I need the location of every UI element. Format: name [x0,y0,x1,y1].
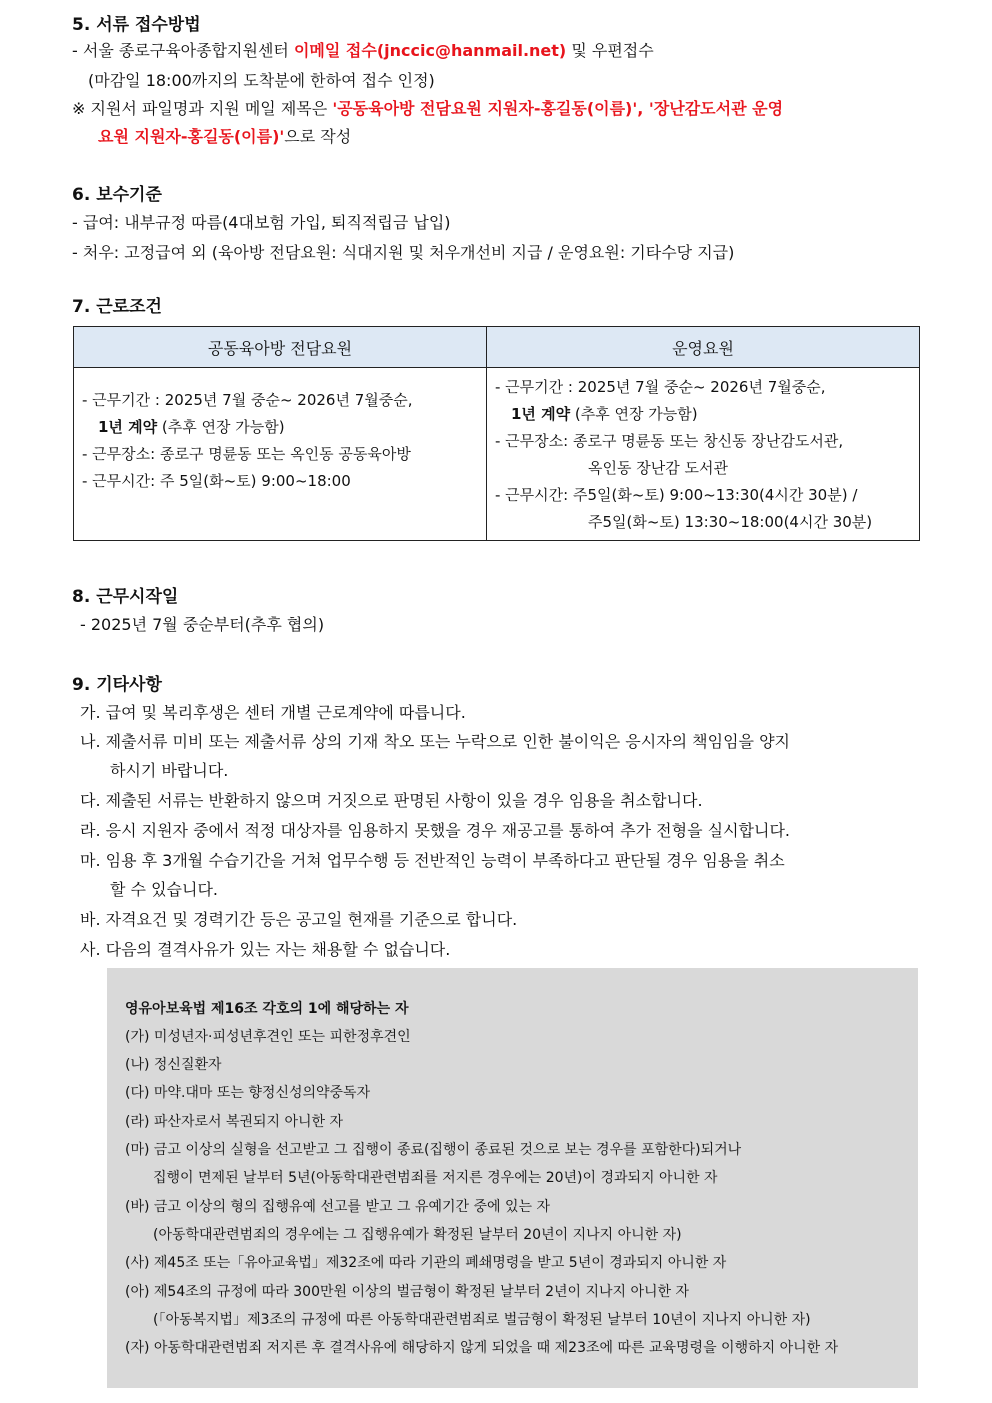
box-line: (라) 파산자로서 복권되지 아니한 자 [125,1114,344,1130]
list-item: 다. 제출된 서류는 반환하지 않으며 거짓으로 판명된 사항이 있을 경우 임용을 취소합니다. [80,791,703,810]
list-item-continuation: 할 수 있습니다. [110,880,218,899]
section-6-line-2: - 처우: 고정급여 외 (육아방 전담요원: 식대지원 및 처우개선비 지급 / 운영요원: 기타수당 지급) [72,243,735,262]
section-9-heading: 9. 기타사항 [72,675,162,695]
period-line: - 근무기간 : 2025년 7월 중순~ 2026년 7월중순, [495,378,826,396]
note-prefix: ※ 지원서 파일명과 지원 메일 제목은 [72,99,333,118]
contract-bold: 1년 계약 [511,405,571,423]
line-1-prefix: - 서울 종로구육아종합지원센터 [72,41,294,60]
box-line: (다) 마약.대마 또는 향정신성의약중독자 [125,1085,371,1101]
note-highlight-2: 요원 지원자-홍길동(이름)' [98,127,285,146]
disqualification-box [107,968,918,1388]
section-5-heading: 5. 서류 접수방법 [72,15,201,35]
section-5-line-2: (마감일 18:00까지의 도착분에 한하여 접수 인정) [88,71,435,90]
list-item: 라. 응시 지원자 중에서 적정 대상자를 임용하지 못했을 경우 재공고를 통하여 추가 전형을 실시합니다. [80,821,790,840]
column-header-operations-staff: 운영요원 [487,327,920,368]
contract-bold: 1년 계약 [98,418,158,436]
contract-line [511,403,698,424]
section-5-note-line-2 [98,124,351,147]
box-title: 영유아보육법 제16조 각호의 1에 해당하는 자 [125,1001,409,1017]
section-8-heading: 8. 근무시작일 [72,587,179,607]
list-item-continuation: 하시기 바랍니다. [110,761,229,780]
email-highlight: 이메일 접수(jnccic@hanmail.net) [293,41,567,60]
childcare-staff-conditions [74,368,487,541]
location-line: - 근무장소: 종로구 명륜동 또는 옥인동 공동육아방 [82,445,411,463]
box-line: (바) 금고 이상의 형의 집행유예 선고를 받고 그 유예기간 중에 있는 자 [125,1199,551,1215]
box-line-continuation: (아동학대관련범죄의 경우에는 그 집행유예가 확정된 날부터 20년이 지나지 아니한 자) [153,1227,682,1243]
column-header-childcare-staff: 공동육아방 전담요원 [74,327,487,368]
hours-line-2: 주5일(화~토) 13:30~18:00(4시간 30분) [588,513,873,531]
contract-rest: (추후 연장 가능함) [157,418,285,436]
list-item: 나. 제출서류 미비 또는 제출서류 상의 기재 착오 또는 누락으로 인한 불이익은 응시자의 책임임을 양지 [80,732,790,751]
list-item: 사. 다음의 결격사유가 있는 자는 채용할 수 없습니다. [80,940,451,959]
working-conditions-table [73,326,920,541]
operations-staff-conditions [487,368,920,541]
box-line: (자) 아동학대관련범죄 저지른 후 결격사유에 해당하지 않게 되었을 때 제23조에 따른 교육명령을 이행하지 아니한 자 [125,1340,839,1356]
box-line: (가) 미성년자·피성년후견인 또는 피한정후견인 [125,1029,411,1045]
section-5-line-1 [72,38,654,61]
location-line: - 근무장소: 종로구 명륜동 또는 창신동 장난감도서관, [495,432,844,450]
note-highlight-1: '공동육아방 전담요원 지원자-홍길동(이름)', '장난감도서관 운영 [332,99,784,118]
section-6-line-1: - 급여: 내부규정 따름(4대보험 가입, 퇴직적립금 납입) [72,213,451,232]
box-line: (마) 금고 이상의 실형을 선고받고 그 집행이 종료(집행이 종료된 것으로 보는 경우를 포함한다)되거나 [125,1142,742,1158]
list-item: 마. 임용 후 3개월 수습기간을 거쳐 업무수행 등 전반적인 능력이 부족하다고 판단될 경우 임용을 취소 [80,851,785,870]
box-line-continuation: 집행이 면제된 날부터 5년(아동학대관련범죄를 저지른 경우에는 20년)이 경과되지 아니한 자 [153,1170,718,1186]
list-item: 바. 자격요건 및 경력기간 등은 공고일 현재를 기준으로 합니다. [80,910,518,929]
hours-line: - 근무시간: 주5일(화~토) 9:00~13:30(4시간 30분) / [495,486,858,504]
period-line: - 근무기간 : 2025년 7월 중순~ 2026년 7월중순, [82,391,413,409]
location-line-2: 옥인동 장난감 도서관 [588,459,728,477]
note-suffix: 으로 작성 [284,127,352,146]
box-line: (아) 제54조의 규정에 따라 300만원 이상의 벌금형이 확정된 날부터 2년이 지나지 아니한 자 [125,1284,690,1300]
section-6-heading: 6. 보수기준 [72,185,162,205]
contract-rest: (추후 연장 가능함) [570,405,698,423]
contract-line [98,416,285,437]
box-line: (나) 정신질환자 [125,1057,222,1073]
section-5-note-line-1 [72,96,783,119]
hours-line: - 근무시간: 주 5일(화~토) 9:00~18:00 [82,472,351,490]
line-1-suffix: 및 우편접수 [566,41,654,60]
box-line: (사) 제45조 또는「유아교육법」제32조에 따라 기관의 폐쇄명령을 받고 5년이 경과되지 아니한 자 [125,1255,727,1271]
list-item: 가. 급여 및 복리후생은 센터 개별 근로계약에 따릅니다. [80,703,466,722]
section-8-line-1: - 2025년 7월 중순부터(추후 협의) [80,615,325,634]
section-7-heading: 7. 근로조건 [72,297,162,317]
box-line-continuation: (「아동복지법」제3조의 규정에 따른 아동학대관련범죄로 벌금형이 확정된 날부터 10년이 지나지 아니한 자) [153,1312,811,1328]
